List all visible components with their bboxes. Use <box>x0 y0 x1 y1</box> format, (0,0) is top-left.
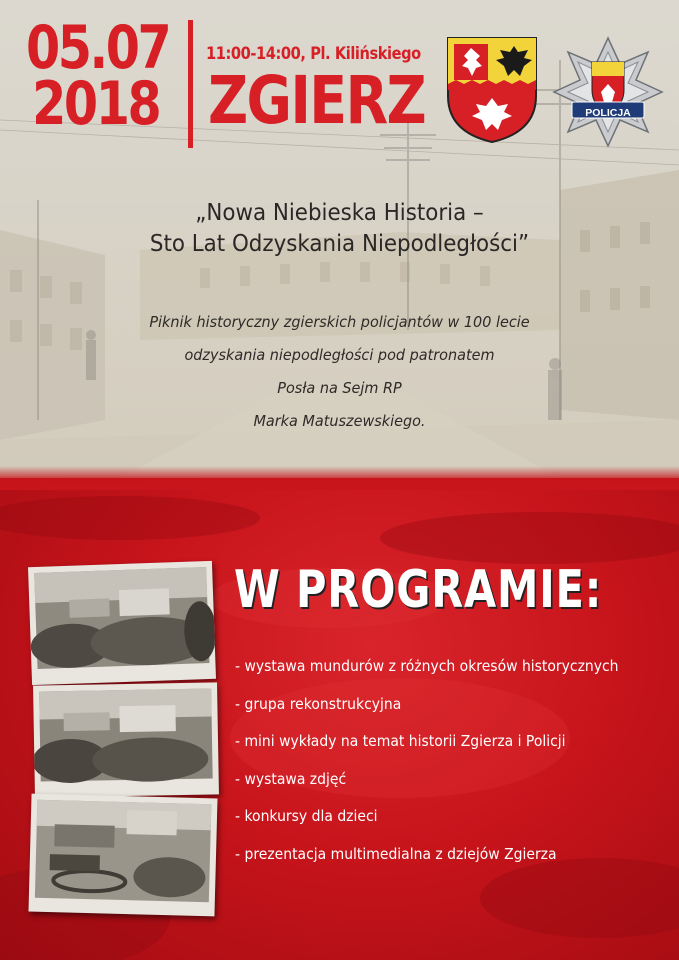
event-date-year: 2018 <box>32 69 160 139</box>
event-title-line2: Sto Lat Odzyskania Niepodległości” <box>149 231 530 257</box>
historic-postcard-1 <box>28 561 216 685</box>
event-description <box>0 306 679 438</box>
event-date-day: 05.07 <box>26 13 170 83</box>
program-item: - grupa rekonstrukcyjna <box>235 694 402 713</box>
description-line: Piknik historyczny zgierskich policjantów w 100 lecie <box>149 313 530 331</box>
description-line: Posła na Sejm RP <box>277 379 402 397</box>
program-item: - prezentacja multimedialna z dziejów Zgierza <box>235 844 557 863</box>
police-badge-label: POLICJA <box>585 107 631 119</box>
program-heading: W PROGRAMIE: <box>234 560 603 620</box>
zgierz-coat-of-arms-icon <box>446 36 538 144</box>
program-item: - wystawa mundurów z różnych okresów historycznych <box>235 657 619 675</box>
postcard-photo <box>33 682 219 797</box>
program-item: - konkursy dla dzieci <box>235 807 378 825</box>
description-line: Marka Matuszewskiego. <box>253 412 426 430</box>
police-star-badge-icon <box>552 36 664 148</box>
program-item: - mini wykłady na temat historii Zgierza i Policji <box>235 732 566 750</box>
postcard-photo <box>28 561 216 685</box>
postcard-photo <box>28 794 217 917</box>
historic-postcard-2 <box>33 682 219 797</box>
section-divider <box>0 466 679 490</box>
event-city: ZGIERZ <box>208 62 426 139</box>
header-divider <box>188 20 193 148</box>
description-line: odzyskania niepodległości pod patronatem <box>184 346 495 364</box>
program-list <box>235 656 647 881</box>
event-time-place: 11:00-14:00, Pl. Kilińskiego <box>206 44 421 64</box>
historic-postcard-3 <box>28 794 217 917</box>
event-title-line1: „Nowa Niebieska Historia – <box>195 200 484 226</box>
event-title <box>0 198 679 260</box>
event-date <box>26 13 170 139</box>
program-item: - wystawa zdjęć <box>235 769 347 788</box>
